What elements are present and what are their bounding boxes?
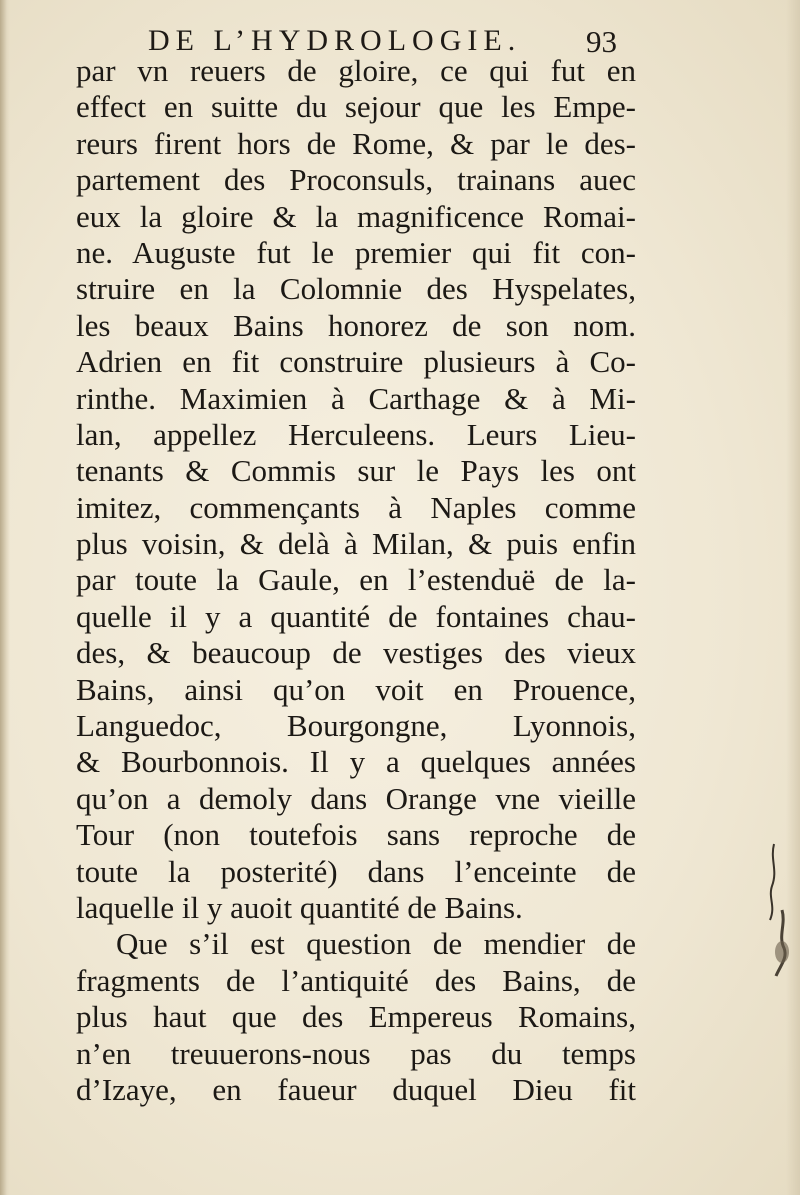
page-binding-edge [0, 0, 10, 1195]
text-line: Tour (non toutefois sans reproche de [76, 817, 636, 853]
text-line: des, & beaucoup de vestiges des vieux [76, 635, 636, 671]
text-line: imitez, commençants à Naples comme [76, 489, 636, 525]
text-line: ne. Auguste fut le premier qui fit con- [76, 234, 636, 270]
page-number: 93 [586, 24, 617, 59]
text-line: Languedoc, Bourgongne, Lyonnois, [76, 708, 636, 744]
paragraph-first-line: Que s’il est question de mendier de [116, 926, 636, 962]
text-line: toute la posterité) dans l’enceinte de [76, 853, 636, 889]
text-line: & Bourbonnois. Il y a quelques années [76, 744, 636, 780]
text-line: les beaux Bains honorez de son nom. [76, 307, 636, 343]
text-line: n’en treuuerons-nous pas du temps [76, 1035, 636, 1071]
paragraph-last-line: laquelle il y auoit quantité de Bains. [76, 889, 523, 925]
text-line: d’Izaye, en faueur duquel Dieu fit [76, 1071, 636, 1107]
text-line: tenants & Commis sur le Pays les ont [76, 453, 636, 489]
text-line: plus haut que des Empereus Romains, [76, 999, 636, 1035]
text-line: fragments de l’antiquité des Bains, de [76, 962, 636, 998]
text-line: quelle il y a quantité de fontaines chau- [76, 598, 636, 634]
body-text [76, 53, 636, 1108]
text-line: partement des Proconsuls, trainans auec [76, 162, 636, 198]
page-fore-edge [786, 0, 800, 1195]
text-line: qu’on a demoly dans Orange vne vieille [76, 780, 636, 816]
text-line: Bains, ainsi qu’on voit en Prouence, [76, 671, 636, 707]
text-line: Adrien en fit construire plusieurs à Co- [76, 344, 636, 380]
text-line: reurs firent hors de Rome, & par le des- [76, 125, 636, 161]
text-line: eux la gloire & la magnificence Romai- [76, 198, 636, 234]
running-head: DE L’HYDROLOGIE. [148, 24, 522, 57]
text-line: par toute la Gaule, en l’estenduë de la- [76, 562, 636, 598]
text-line: par vn reuers de gloire, ce qui fut en [76, 53, 636, 88]
text-line: lan, appellez Herculeens. Leurs Lieu- [76, 416, 636, 452]
margin-ink-stain [760, 840, 794, 980]
text-line: effect en suitte du sejour que les Empe- [76, 89, 636, 125]
text-line: plus voisin, & delà à Milan, & puis enfin [76, 526, 636, 562]
text-line: struire en la Colomnie des Hyspelates, [76, 271, 636, 307]
text-line: rinthe. Maximien à Carthage & à Mi- [76, 380, 636, 416]
